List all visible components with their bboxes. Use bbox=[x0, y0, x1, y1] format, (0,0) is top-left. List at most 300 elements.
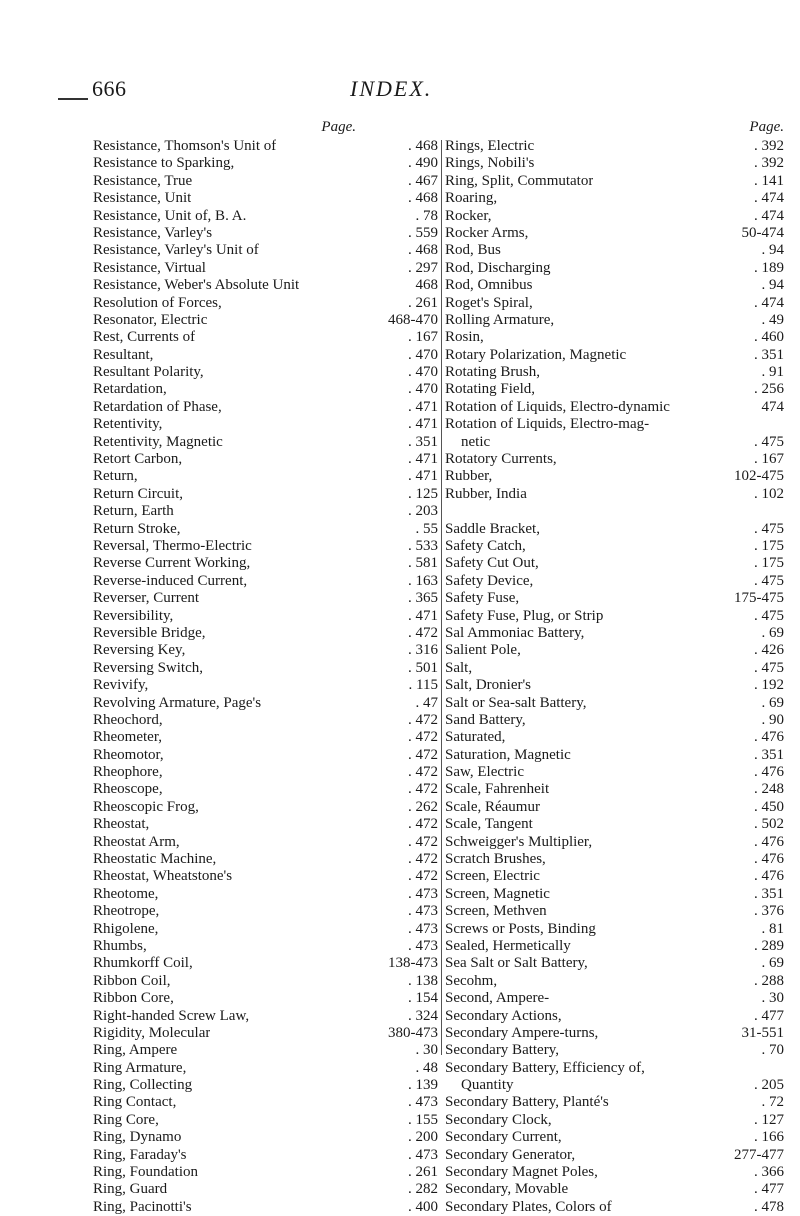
index-entry bbox=[93, 590, 438, 607]
index-entry bbox=[445, 260, 796, 277]
entry-page: . 477 bbox=[754, 1181, 784, 1198]
entry-page: . 69 bbox=[761, 694, 784, 711]
index-entry bbox=[93, 868, 438, 885]
margin-mark bbox=[58, 98, 88, 100]
entry-page: . 30 bbox=[415, 1042, 438, 1059]
entry-page: 175-475 bbox=[734, 590, 784, 607]
entry-page: . 474 bbox=[754, 294, 784, 311]
index-entry bbox=[445, 677, 796, 694]
entry-page: . 167 bbox=[408, 329, 438, 346]
entry-page: . 473 bbox=[408, 885, 438, 902]
index-entry bbox=[445, 1112, 796, 1129]
entry-page: . 205 bbox=[754, 1077, 784, 1094]
index-entry bbox=[445, 225, 796, 242]
entry-page: . 460 bbox=[754, 329, 784, 346]
index-entry bbox=[93, 1094, 438, 1111]
entry-term: Ring, Split, Commutator bbox=[445, 172, 594, 189]
entry-page: . 351 bbox=[754, 346, 784, 363]
entry-term: Rheotome, bbox=[93, 885, 159, 902]
index-entry bbox=[445, 521, 796, 538]
index-entry bbox=[445, 277, 796, 294]
entry-term: Resistance, Unit of, B. A. bbox=[93, 207, 247, 224]
entry-term: netic bbox=[461, 433, 491, 450]
index-entry bbox=[93, 364, 438, 381]
entry-page: . 472 bbox=[408, 711, 438, 728]
entry-page: . 139 bbox=[408, 1077, 438, 1094]
entry-page: . 475 bbox=[754, 433, 784, 450]
entry-term: Ring, Dynamo bbox=[93, 1129, 182, 1146]
entry-page: . 559 bbox=[408, 224, 438, 241]
entry-term: Retardation of Phase, bbox=[93, 398, 222, 415]
entry-page: . 472 bbox=[408, 624, 438, 641]
entry-page: . 351 bbox=[754, 746, 784, 763]
index-entry bbox=[93, 521, 438, 538]
entry-term: Rhumkorff Coil, bbox=[93, 955, 193, 972]
entry-term: Salt or Sea-salt Battery, bbox=[445, 694, 587, 711]
entry-term: Rigidity, Molecular bbox=[93, 1024, 211, 1041]
entry-term: Return Stroke, bbox=[93, 520, 181, 537]
index-entry bbox=[445, 312, 796, 329]
entry-term: Resonator, Electric bbox=[93, 311, 208, 328]
entry-term: Retort Carbon, bbox=[93, 451, 183, 468]
index-entry bbox=[93, 729, 438, 746]
index-entry-list bbox=[93, 138, 438, 1216]
index-entry bbox=[93, 468, 438, 485]
entry-term: Rheomotor, bbox=[93, 746, 164, 763]
entry-term: Safety Fuse, Plug, or Strip bbox=[445, 607, 604, 624]
entry-page: . 472 bbox=[408, 816, 438, 833]
index-entry bbox=[93, 660, 438, 677]
index-entry bbox=[93, 764, 438, 781]
index-entry bbox=[445, 190, 796, 207]
index-entry bbox=[445, 1094, 796, 1111]
entry-page: . 471 bbox=[408, 416, 438, 433]
index-entry bbox=[445, 399, 796, 416]
entry-page: . 125 bbox=[408, 485, 438, 502]
entry-term: Ring, Faraday's bbox=[93, 1146, 187, 1163]
entry-page: . 30 bbox=[761, 990, 784, 1007]
entry-page: . 467 bbox=[408, 172, 438, 189]
entry-page: . 175 bbox=[754, 537, 784, 554]
index-entry bbox=[93, 242, 438, 259]
index-entry bbox=[93, 277, 438, 294]
entry-term: Ring, Collecting bbox=[93, 1077, 193, 1094]
entry-page: . 261 bbox=[408, 294, 438, 311]
entry-page: . 175 bbox=[754, 555, 784, 572]
index-entry bbox=[445, 364, 796, 381]
entry-term: Rod, Omnibus bbox=[445, 277, 533, 294]
entry-term: Saturation, Magnetic bbox=[445, 746, 571, 763]
index-column-right bbox=[445, 116, 796, 1216]
entry-page: . 477 bbox=[754, 1007, 784, 1024]
entry-page: . 163 bbox=[408, 572, 438, 589]
index-entry bbox=[93, 555, 438, 572]
index-entry bbox=[445, 1008, 796, 1025]
index-entry bbox=[445, 208, 796, 225]
entry-page: . 476 bbox=[754, 729, 784, 746]
entry-page: . 426 bbox=[754, 642, 784, 659]
index-entry bbox=[93, 1008, 438, 1025]
entry-term: Sealed, Hermetically bbox=[445, 937, 571, 954]
index-entry bbox=[93, 747, 438, 764]
entry-page: . 473 bbox=[408, 1146, 438, 1163]
index-entry bbox=[93, 781, 438, 798]
index-entry bbox=[93, 625, 438, 642]
index-entry bbox=[93, 225, 438, 242]
entry-page: . 282 bbox=[408, 1181, 438, 1198]
page-column-label: Page. bbox=[321, 119, 356, 135]
entry-term: Rolling Armature, bbox=[445, 311, 555, 328]
entry-term: Rhumbs, bbox=[93, 937, 147, 954]
index-entry bbox=[445, 573, 796, 590]
entry-page: . 192 bbox=[754, 677, 784, 694]
index-entry bbox=[445, 138, 796, 155]
entry-term: Safety Catch, bbox=[445, 537, 526, 554]
index-entry bbox=[445, 416, 796, 433]
entry-term: Resolution of Forces, bbox=[93, 294, 222, 311]
entry-page: . 472 bbox=[408, 746, 438, 763]
entry-term: Safety Device, bbox=[445, 572, 534, 589]
entry-page: . 473 bbox=[408, 1094, 438, 1111]
entry-term: Ribbon Core, bbox=[93, 990, 174, 1007]
entry-term: Rotating Brush, bbox=[445, 364, 541, 381]
entry-term: Rings, Nobili's bbox=[445, 155, 535, 172]
entry-term: Secondary Magnet Poles, bbox=[445, 1164, 598, 1181]
index-entry bbox=[93, 208, 438, 225]
entry-page: . 138 bbox=[408, 972, 438, 989]
entry-term: Ribbon Coil, bbox=[93, 972, 171, 989]
entry-term: Second, Ampere- bbox=[445, 990, 550, 1007]
entry-term: Reversibility, bbox=[93, 607, 174, 624]
entry-term: Secondary Plates, Colors of bbox=[445, 1198, 612, 1215]
entry-page: . 472 bbox=[408, 868, 438, 885]
entry-page: . 474 bbox=[754, 207, 784, 224]
index-entry bbox=[93, 973, 438, 990]
index-entry bbox=[445, 329, 796, 346]
index-entry bbox=[445, 695, 796, 712]
entry-page: . 288 bbox=[754, 972, 784, 989]
entry-page: 474 bbox=[761, 398, 784, 415]
entry-term: Rubber, bbox=[445, 468, 493, 485]
index-entry bbox=[445, 538, 796, 555]
entry-term: Screen, Electric bbox=[445, 868, 540, 885]
index-entry bbox=[445, 555, 796, 572]
entry-page: . 501 bbox=[408, 659, 438, 676]
entry-page: . 297 bbox=[408, 259, 438, 276]
entry-page: . 203 bbox=[408, 503, 438, 520]
entry-page: . 55 bbox=[415, 520, 438, 537]
entry-term: Secondary Clock, bbox=[445, 1111, 552, 1128]
entry-term: Retentivity, Magnetic bbox=[93, 433, 223, 450]
index-entry bbox=[445, 1181, 796, 1198]
entry-term: Reverser, Current bbox=[93, 590, 200, 607]
column-divider bbox=[441, 140, 442, 1055]
entry-term: Sea Salt or Salt Battery, bbox=[445, 955, 588, 972]
entry-term: Secondary Battery, Planté's bbox=[445, 1094, 609, 1111]
entry-page: . 141 bbox=[754, 172, 784, 189]
index-entry bbox=[93, 886, 438, 903]
index-entry bbox=[93, 503, 438, 520]
entry-page: . 476 bbox=[754, 833, 784, 850]
index-entry bbox=[93, 1164, 438, 1181]
entry-term: Resistance, Weber's Absolute Unit bbox=[93, 277, 300, 294]
index-entry bbox=[445, 1147, 796, 1164]
entry-term: Rocker Arms, bbox=[445, 224, 529, 241]
entry-page: . 581 bbox=[408, 555, 438, 572]
index-entry bbox=[93, 799, 438, 816]
index-entry bbox=[93, 1181, 438, 1198]
entry-term: Retentivity, bbox=[93, 416, 163, 433]
index-entry bbox=[93, 608, 438, 625]
index-entry bbox=[93, 312, 438, 329]
entry-term: Rod, Discharging bbox=[445, 259, 551, 276]
entry-page: 50-474 bbox=[741, 224, 784, 241]
entry-term: Return Circuit, bbox=[93, 485, 183, 502]
entry-term: Saddle Bracket, bbox=[445, 520, 540, 537]
entry-page: 468 bbox=[415, 277, 438, 294]
entry-page: 468-470 bbox=[388, 311, 438, 328]
entry-term: Rheostat Arm, bbox=[93, 833, 180, 850]
index-entry bbox=[93, 573, 438, 590]
index-entry bbox=[93, 1147, 438, 1164]
index-entry bbox=[445, 608, 796, 625]
entry-page: . 400 bbox=[408, 1198, 438, 1215]
index-entry bbox=[445, 451, 796, 468]
entry-term: Salt, Dronier's bbox=[445, 677, 532, 694]
entry-page: . 166 bbox=[754, 1129, 784, 1146]
index-entry bbox=[93, 834, 438, 851]
index-entry bbox=[445, 799, 796, 816]
entry-page: . 94 bbox=[761, 277, 784, 294]
entry-page: . 69 bbox=[761, 624, 784, 641]
index-entry bbox=[445, 660, 796, 677]
index-entry bbox=[445, 1060, 796, 1077]
entry-term: Rheometer, bbox=[93, 729, 162, 746]
entry-term: Salt, bbox=[445, 659, 473, 676]
index-entry bbox=[445, 173, 796, 190]
entry-term: Scale, Tangent bbox=[445, 816, 533, 833]
entry-term: Rotation of Liquids, Electro-mag- bbox=[445, 416, 650, 433]
index-entry bbox=[445, 1042, 796, 1059]
entry-term: Reversing Switch, bbox=[93, 659, 203, 676]
index-entry bbox=[93, 381, 438, 398]
index-entry bbox=[445, 747, 796, 764]
entry-page: . 478 bbox=[754, 1198, 784, 1215]
entry-page: . 473 bbox=[408, 903, 438, 920]
index-entry bbox=[93, 1129, 438, 1146]
entry-page: . 475 bbox=[754, 520, 784, 537]
entry-term: Ring, Ampere bbox=[93, 1042, 178, 1059]
entry-term: Ring, Guard bbox=[93, 1181, 168, 1198]
entry-page: . 474 bbox=[754, 190, 784, 207]
index-entry bbox=[445, 381, 796, 398]
index-entry bbox=[445, 468, 796, 485]
entry-page: . 471 bbox=[408, 468, 438, 485]
index-entry bbox=[93, 642, 438, 659]
entry-term: Rubber, India bbox=[445, 485, 527, 502]
entry-term: Sand Battery, bbox=[445, 711, 526, 728]
entry-page: . 154 bbox=[408, 990, 438, 1007]
entry-term: Rosin, bbox=[445, 329, 484, 346]
entry-term: Right-handed Screw Law, bbox=[93, 1007, 250, 1024]
index-entry bbox=[445, 295, 796, 312]
entry-term: Secondary Generator, bbox=[445, 1146, 576, 1163]
entry-term: Safety Cut Out, bbox=[445, 555, 539, 572]
index-entry bbox=[445, 990, 796, 1007]
index-entry bbox=[445, 1199, 796, 1216]
index-entry bbox=[93, 1112, 438, 1129]
index-entry bbox=[93, 155, 438, 172]
entry-term: Saturated, bbox=[445, 729, 506, 746]
index-entry bbox=[445, 955, 796, 972]
index-entry bbox=[445, 625, 796, 642]
entry-page: . 476 bbox=[754, 851, 784, 868]
index-entry bbox=[445, 642, 796, 659]
index-entry bbox=[93, 1025, 438, 1042]
entry-page: . 155 bbox=[408, 1111, 438, 1128]
index-entry bbox=[445, 764, 796, 781]
entry-term: Secondary Ampere-turns, bbox=[445, 1024, 599, 1041]
entry-page: . 476 bbox=[754, 868, 784, 885]
entry-page: . 470 bbox=[408, 364, 438, 381]
index-entry bbox=[93, 677, 438, 694]
entry-page: . 473 bbox=[408, 937, 438, 954]
index-entry bbox=[445, 242, 796, 259]
entry-term: Revivify, bbox=[93, 677, 149, 694]
entry-term: Rheophore, bbox=[93, 764, 163, 781]
entry-term: Rotation of Liquids, Electro-dynamic bbox=[445, 398, 670, 415]
entry-page: . 72 bbox=[761, 1094, 784, 1111]
entry-term: Safety Fuse, bbox=[445, 590, 520, 607]
entry-page: . 47 bbox=[415, 694, 438, 711]
entry-page: . 450 bbox=[754, 798, 784, 815]
entry-page: . 316 bbox=[408, 642, 438, 659]
entry-term: Ring Core, bbox=[93, 1111, 159, 1128]
entry-term: Screen, Methven bbox=[445, 903, 547, 920]
entry-page: . 365 bbox=[408, 590, 438, 607]
entry-page: . 471 bbox=[408, 607, 438, 624]
entry-page: . 78 bbox=[415, 207, 438, 224]
index-entry bbox=[93, 938, 438, 955]
index-entry bbox=[93, 695, 438, 712]
entry-page: . 261 bbox=[408, 1164, 438, 1181]
entry-page: . 502 bbox=[754, 816, 784, 833]
entry-page: 102-475 bbox=[734, 468, 784, 485]
index-entry bbox=[445, 973, 796, 990]
page-column-label: Page. bbox=[749, 119, 784, 135]
entry-term: Secondary, Movable bbox=[445, 1181, 569, 1198]
index-entry bbox=[93, 138, 438, 155]
index-entry bbox=[445, 886, 796, 903]
entry-term: Resistance, Unit bbox=[93, 190, 192, 207]
index-entry bbox=[93, 816, 438, 833]
entry-page: . 470 bbox=[408, 381, 438, 398]
entry-page: . 471 bbox=[408, 451, 438, 468]
entry-page: . 471 bbox=[408, 398, 438, 415]
entry-term: Retardation, bbox=[93, 381, 167, 398]
entry-page: . 470 bbox=[408, 346, 438, 363]
entry-term: Secondary Actions, bbox=[445, 1007, 562, 1024]
index-entry bbox=[445, 868, 796, 885]
entry-term: Secondary Current, bbox=[445, 1129, 562, 1146]
index-entry bbox=[93, 451, 438, 468]
entry-term: Return, Earth bbox=[93, 503, 174, 520]
index-column-left bbox=[93, 116, 438, 1216]
entry-term: Rings, Electric bbox=[445, 138, 535, 154]
index-entry bbox=[93, 1199, 438, 1216]
entry-term: Resistance, Varley's Unit of bbox=[93, 242, 259, 259]
entry-page: . 392 bbox=[754, 155, 784, 172]
index-entry bbox=[93, 1060, 438, 1077]
entry-term: Revolving Armature, Page's bbox=[93, 694, 262, 711]
index-entry bbox=[93, 1077, 438, 1094]
index-entry bbox=[445, 434, 796, 451]
index-entry bbox=[93, 486, 438, 503]
index-entry bbox=[445, 938, 796, 955]
index-entry bbox=[93, 173, 438, 190]
index-entry bbox=[93, 260, 438, 277]
index-entry bbox=[93, 434, 438, 451]
entry-term: Resistance, True bbox=[93, 172, 193, 189]
entry-page: . 475 bbox=[754, 572, 784, 589]
entry-term: Scratch Brushes, bbox=[445, 851, 546, 868]
index-entry bbox=[445, 712, 796, 729]
entry-page: . 262 bbox=[408, 798, 438, 815]
entry-page: . 468 bbox=[408, 138, 438, 154]
index-entry bbox=[93, 921, 438, 938]
index-entry bbox=[445, 834, 796, 851]
entry-term: Ring, Pacinotti's bbox=[93, 1198, 192, 1215]
index-entry bbox=[445, 1129, 796, 1146]
entry-term: Resistance, Thomson's Unit of bbox=[93, 138, 277, 154]
entry-page: . 351 bbox=[408, 433, 438, 450]
entry-term: Resistance, Varley's bbox=[93, 224, 213, 241]
entry-term: Quantity bbox=[461, 1077, 514, 1094]
entry-page: 277-477 bbox=[734, 1146, 784, 1163]
index-entry bbox=[445, 781, 796, 798]
entry-term: Reverse-induced Current, bbox=[93, 572, 248, 589]
entry-page: . 70 bbox=[761, 1042, 784, 1059]
entry-page: . 90 bbox=[761, 711, 784, 728]
entry-page: . 48 bbox=[415, 1059, 438, 1076]
entry-page: . 324 bbox=[408, 1007, 438, 1024]
entry-term: Rotatory Currents, bbox=[445, 451, 557, 468]
index-entry bbox=[93, 1042, 438, 1059]
entry-term: Rest, Currents of bbox=[93, 329, 196, 346]
index-entry bbox=[445, 1025, 796, 1042]
index-entry bbox=[93, 990, 438, 1007]
entry-term: Rheotrope, bbox=[93, 903, 160, 920]
entry-term: Ring Contact, bbox=[93, 1094, 177, 1111]
entry-term: Ring Armature, bbox=[93, 1059, 187, 1076]
entry-term: Return, bbox=[93, 468, 138, 485]
entry-term: Rheostat, Wheatstone's bbox=[93, 868, 233, 885]
entry-page: . 475 bbox=[754, 659, 784, 676]
entry-page: . 81 bbox=[761, 920, 784, 937]
entry-page: . 366 bbox=[754, 1164, 784, 1181]
entry-term: Resultant, bbox=[93, 346, 154, 363]
entry-page: . 69 bbox=[761, 955, 784, 972]
entry-page: . 392 bbox=[754, 138, 784, 154]
entry-page: . 256 bbox=[754, 381, 784, 398]
entry-term: Rod, Bus bbox=[445, 242, 501, 259]
entry-page: 31-551 bbox=[741, 1024, 784, 1041]
entry-term: Salient Pole, bbox=[445, 642, 521, 659]
index-entry bbox=[445, 816, 796, 833]
entry-page: . 476 bbox=[754, 764, 784, 781]
entry-page: . 115 bbox=[408, 677, 438, 694]
entry-page: . 248 bbox=[754, 781, 784, 798]
